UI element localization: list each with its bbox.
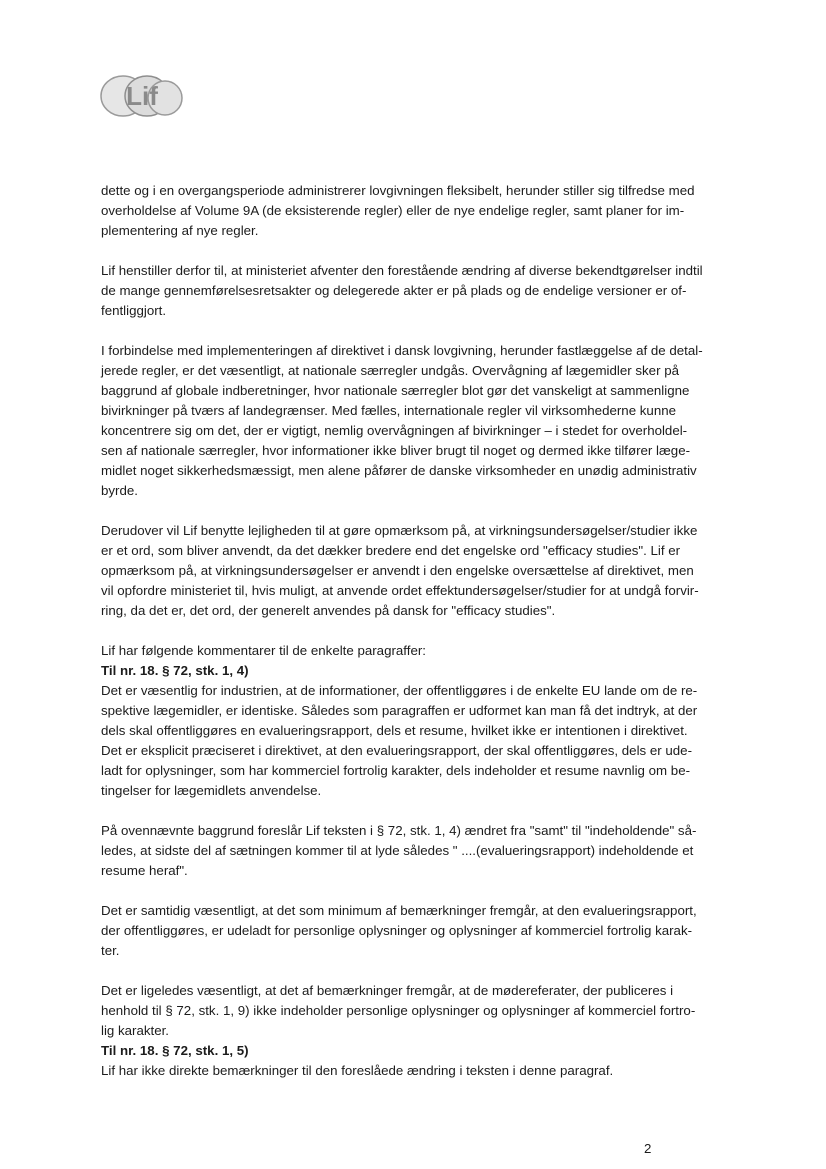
paragraph-8: Det er samtidig væsentligt, at det som minimum af bemærkninger fremgår, at den evalueringsrapport, der offentliggøres, er udeladt for personlige oplysninger og oplysninger af kommerciel fortrolig karak- ter. (101, 903, 697, 958)
paragraph-2: Lif henstiller derfor til, at ministeriet afventer den forestående ændring af diverse bekendtgørelser indtil de mange gennemførelsesretsakter og delegerede akter er på plads og de endelige versioner er of- fentliggjort. (101, 263, 703, 318)
lif-logo-mark (97, 73, 187, 119)
paragraph-9: Det er ligeledes væsentligt, at det af bemærkninger fremgår, at de mødereferater, der publiceres i henhold til § 72, stk. 1, 9) ikke indeholder personlige oplysninger og oplysninger af kommerciel fortro- lig karakter. (101, 983, 696, 1038)
paragraph-5: Lif har følgende kommentarer til de enkelte paragraffer: (101, 643, 426, 658)
paragraph-4: Derudover vil Lif benytte lejligheden til at gøre opmærksom på, at virkningsundersøgelser/studier ikke er et ord, som bliver anvendt, da det dækker bredere end det engelske ord "efficacy studies". Lif er opmærksom på, at virkningsundersøgelser er anvendt i den engelske oversættelse af direktivet, men vil opfordre ministeriet til, hvis muligt, at anvende ordet effektundersøgelser/studier for at undgå forvir- ring, da det er, det ord, der generelt anvendes på dansk for "efficacy studies". (101, 523, 699, 618)
paragraph-6: Det er væsentlig for industrien, at de informationer, der offentliggøres i de enkelte EU lande om de re- spektive lægemidler, er identiske. Således som paragraffen er udformet kan man få det indtryk, at der dels skal offentliggøres en evalueringsrapport, dels et resume, hvilket ikke er intentionen i direktivet. Det er eksplicit præciseret i direktivet, at den evalueringsrapport, der skal offentliggøres, dels er ude- ladt for oplysninger, som har kommerciel fortrolig karakter, dels indeholder et resume navnlig om be- tingelser for lægemidlets anvendelse. (101, 683, 698, 798)
document-body (101, 181, 727, 1081)
paragraph-3: I forbindelse med implementeringen af direktivet i dansk lovgivning, herunder fastlæggelse af de detal- jerede regler, er det væsentligt, at nationale særregler undgås. Overvågning af lægemidler sker på baggrund af globale indberetninger, hvor nationale særregler blot gør det vanskeligt at sammenligne bivirkninger på tværs af landegrænser. Med fælles, internationale regler vil virksomhederne kunne koncentrere sig om det, der er vigtigt, nemlig overvågningen af bivirkninger – i stedet for overholdel- sen af nationale særregler, hvor informationer ikke bliver brugt til noget og dermed ikke tilfører læge- midlet noget sikkerhedsmæssigt, men alene påfører de danske virksomheder en unødig administrativ byrde. (101, 343, 703, 498)
paragraph-7: På ovennævnte baggrund foreslår Lif teksten i § 72, stk. 1, 4) ændret fra "samt" til "indeholdende" så- ledes, at sidste del af sætningen kommer til at lyde således " ....(evalueringsrapport) indeholdende et resume heraf". (101, 823, 697, 878)
paragraph-1: dette og i en overgangsperiode administrerer lovgivningen fleksibelt, herunder stiller sig tilfredse med overholdelse af Volume 9A (de eksisterende regler) eller de nye endelige regler, samt planer for im- plementering af nye regler. (101, 183, 695, 238)
paragraph-10: Lif har ikke direkte bemærkninger til den foreslåede ændring i teksten i denne paragraf. (101, 1063, 614, 1078)
section-heading-1: Til nr. 18. § 72, stk. 1, 4) (101, 663, 249, 678)
lif-logo (97, 73, 187, 119)
page-number: 2 (644, 1141, 652, 1156)
section-heading-2: Til nr. 18. § 72, stk. 1, 5) (101, 1043, 249, 1058)
logo-text: Lif (126, 81, 158, 111)
